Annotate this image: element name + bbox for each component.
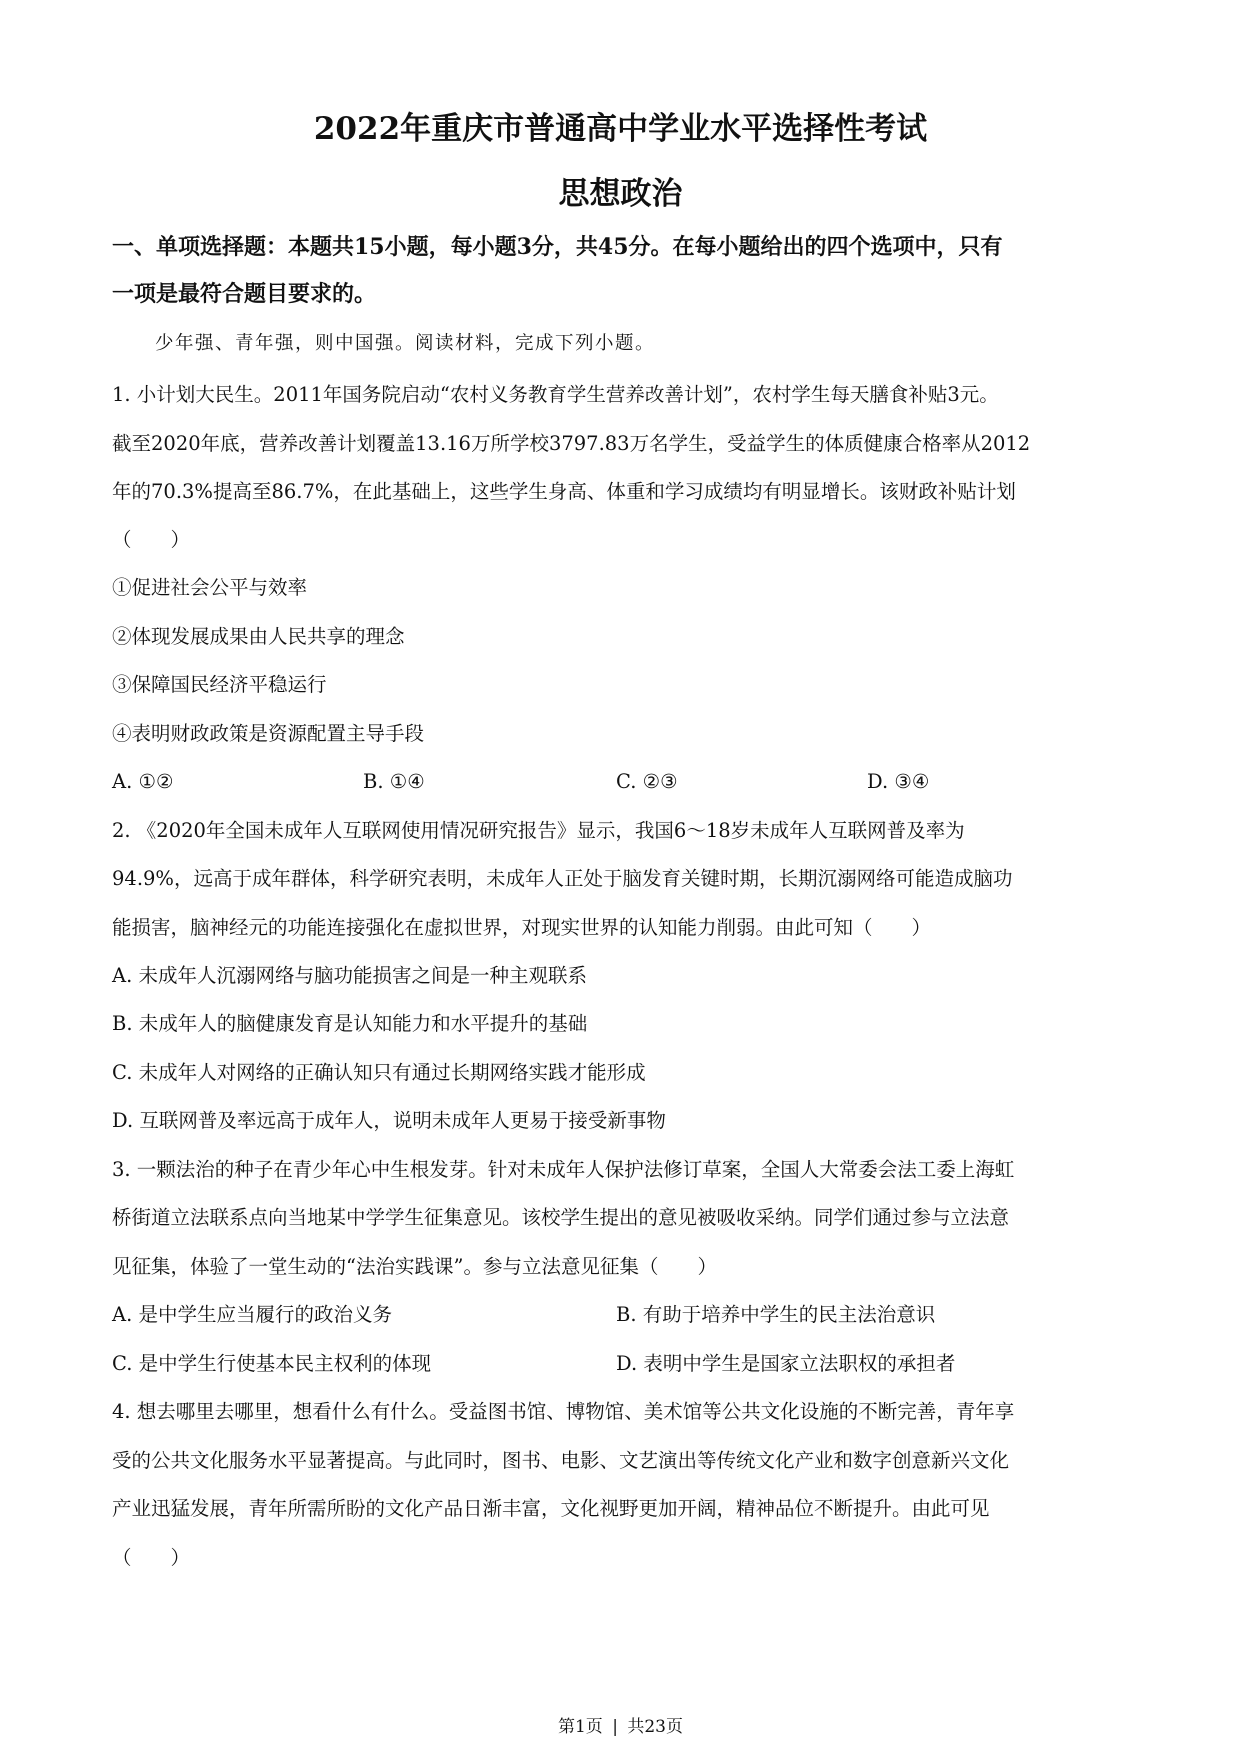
option-d: D. ③④ xyxy=(867,770,930,793)
option-c: C. ②③ xyxy=(616,770,678,793)
option-c: C. 是中学生行使基本民主权利的体现 xyxy=(112,1352,432,1375)
subject-title: 思想政治 xyxy=(558,176,683,212)
question-1-line: 截至2020年底，营养改善计划覆盖13.16万所学校3797.83万名学生，受益学生的体质健康合格率从2012 xyxy=(112,432,1031,455)
option-d: D. 互联网普及率远高于成年人，说明未成年人更易于接受新事物 xyxy=(112,1109,666,1132)
option-c: C. 未成年人对网络的正确认知只有通过长期网络实践才能形成 xyxy=(112,1061,646,1084)
question-2-line: 2. 《2020年全国未成年人互联网使用情况研究报告》显示，我国6～18岁未成年人互联网普及率为 xyxy=(112,819,965,842)
exam-title: 2022年重庆市普通高中学业水平选择性考试 xyxy=(313,111,928,147)
option-a: A. 未成年人沉溺网络与脑功能损害之间是一种主观联系 xyxy=(112,964,587,987)
reading-intro: 少年强、青年强，则中国强。阅读材料，完成下列小题。 xyxy=(155,333,656,354)
question-2-line: 94.9%，远高于成年群体，科学研究表明，未成年人正处于脑发育关键时期，长期沉溺网络可能造成脑功 xyxy=(112,867,1013,890)
question-4-line: 受的公共文化服务水平显著提高。与此同时，图书、电影、文艺演出等传统文化产业和数字创意新兴文化 xyxy=(112,1449,1010,1472)
option-a: A. 是中学生应当履行的政治义务 xyxy=(112,1303,392,1326)
section-heading-line2: 一项是最符合题目要求的。 xyxy=(112,281,377,307)
answer-blank: （ ） xyxy=(112,1546,191,1569)
question-3-line: 桥街道立法联系点向当地某中学学生征集意见。该校学生提出的意见被吸收采纳。同学们通过参与立法意 xyxy=(112,1206,1010,1229)
question-3-line: 见征集，体验了一堂生动的“法治实践课”。参与立法意见征集（ ） xyxy=(112,1255,717,1278)
statement-1: ①促进社会公平与效率 xyxy=(112,576,308,599)
statement-3: ③保障国民经济平稳运行 xyxy=(112,673,327,696)
question-1-line: 1. 小计划大民生。2011年国务院启动“农村义务教育学生营养改善计划”，农村学生每天膳食补贴3元。 xyxy=(112,383,999,406)
option-b: B. 有助于培养中学生的民主法治意识 xyxy=(616,1303,936,1326)
page-footer xyxy=(0,1715,1241,1739)
page-total: 共23页 xyxy=(627,1717,683,1737)
option-b: B. 未成年人的脑健康发育是认知能力和水平提升的基础 xyxy=(112,1012,588,1035)
option-a: A. ①② xyxy=(112,770,174,793)
question-4-line: 4. 想去哪里去哪里，想看什么有什么。受益图书馆、博物馆、美术馆等公共文化设施的不断完善，青年享 xyxy=(112,1400,1015,1423)
question-1-line: 年的70.3%提高至86.7%，在此基础上，这些学生身高、体重和学习成绩均有明显增长。该财政补贴计划 xyxy=(112,480,1016,503)
option-b: B. ①④ xyxy=(363,770,425,793)
page-number: 第1页 xyxy=(557,1717,603,1737)
answer-blank: （ ） xyxy=(112,528,191,551)
question-4-line: 产业迅猛发展，青年所需所盼的文化产品日渐丰富，文化视野更加开阔，精神品位不断提升。由此可见 xyxy=(112,1497,990,1520)
question-3-line: 3. 一颗法治的种子在青少年心中生根发芽。针对未成年人保护法修订草案，全国人大常委会法工委上海虹 xyxy=(112,1158,1015,1181)
question-2-line: 能损害，脑神经元的功能连接强化在虚拟世界，对现实世界的认知能力削弱。由此可知（ ） xyxy=(112,916,932,939)
section-heading-line1: 一、单项选择题：本题共15小题，每小题3分，共45分。在每小题给出的四个选项中，只有 xyxy=(112,234,1003,260)
footer-separator: | xyxy=(612,1717,618,1737)
statement-4: ④表明财政政策是资源配置主导手段 xyxy=(112,722,425,745)
statement-2: ②体现发展成果由人民共享的理念 xyxy=(112,625,405,648)
option-d: D. 表明中学生是国家立法职权的承担者 xyxy=(616,1352,956,1375)
